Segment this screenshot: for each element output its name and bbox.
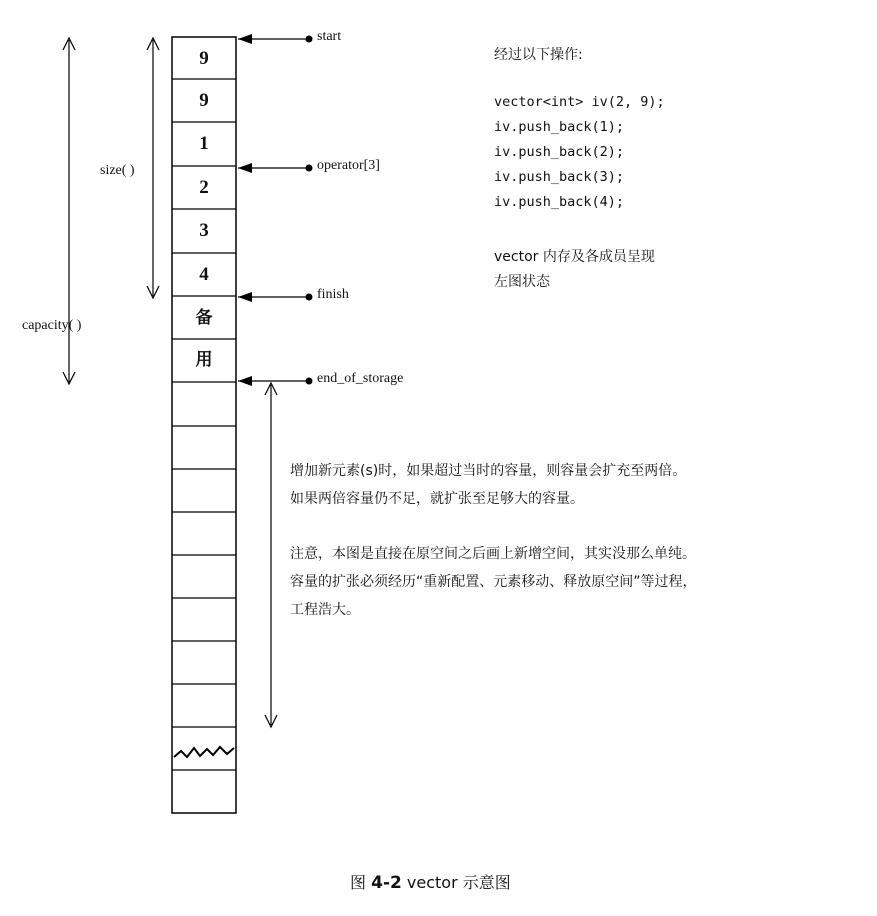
code-line: iv.push_back(2);	[494, 144, 625, 160]
figure-caption	[350, 870, 511, 893]
pointer-operator3	[238, 163, 313, 173]
caution-note-line1: 注意，本图是直接在原空间之后画上新增空间，其实没那么单纯。	[290, 546, 696, 562]
expansion-arrow	[265, 383, 277, 727]
cell-value: 3	[199, 220, 209, 241]
cell-value: 1	[199, 133, 209, 154]
cell-value: 2	[199, 177, 209, 198]
caption-number: 4-2	[371, 873, 402, 893]
cell-value: 9	[199, 90, 209, 111]
size-arrow	[147, 38, 159, 298]
capacity-label: capacity( )	[22, 318, 82, 333]
cell-value: 4	[199, 264, 209, 285]
pointer-start	[238, 34, 313, 44]
code-line: vector<int> iv(2, 9);	[494, 94, 665, 110]
cell-value: 9	[199, 48, 209, 69]
break-squiggle	[174, 747, 234, 757]
end-of-storage-label: end_of_storage	[317, 371, 404, 386]
intro-text: 经过以下操作:	[494, 47, 583, 63]
finish-label: finish	[317, 287, 349, 302]
code-line: iv.push_back(4);	[494, 194, 625, 210]
code-line: iv.push_back(3);	[494, 169, 625, 185]
caution-note-line2: 容量的扩张必须经历“重新配置、元素移动、释放原空间”等过程，	[290, 574, 697, 590]
size-label: size( )	[100, 163, 135, 178]
cell-reserve-label: 用	[195, 350, 213, 369]
start-label: start	[317, 29, 342, 44]
pointer-finish	[238, 292, 313, 302]
caption-prefix: 图	[350, 873, 367, 892]
state-note-line2: 左图状态	[494, 274, 550, 290]
code-line: iv.push_back(1);	[494, 119, 625, 135]
pointer-end-of-storage	[238, 376, 313, 386]
code-block	[494, 90, 665, 215]
caption-text: vector 示意图	[406, 873, 511, 892]
caution-note-line3: 工程浩大。	[290, 602, 360, 618]
cell-reserve-label: 备	[195, 308, 213, 327]
state-note-line1: vector 内存及各成员呈现	[494, 249, 655, 265]
growth-note-line2: 如果两倍容量仍不足，就扩张至足够大的容量。	[290, 491, 584, 507]
growth-note-line1: 增加新元素(s)时，如果超过当时的容量，则容量会扩充至两倍。	[290, 463, 687, 479]
operator3-label: operator[3]	[317, 158, 380, 173]
